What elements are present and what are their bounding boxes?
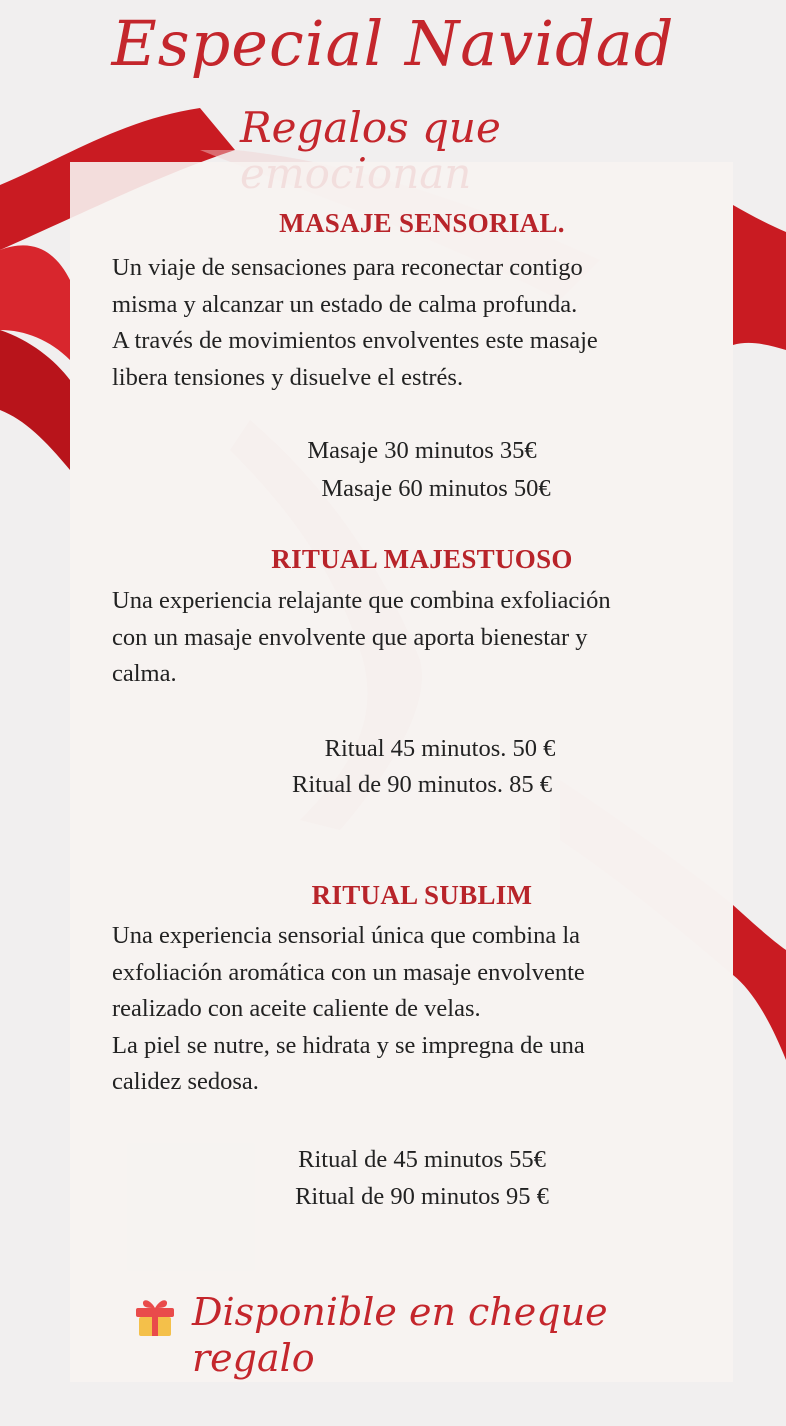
page-title: Especial Navidad	[111, 7, 675, 80]
section-description-ritual-majestuoso: Una experiencia relajante que combina exfoliación con un masaje envolvente que aporta bienestar y calma.	[112, 587, 611, 687]
page-subtitle: Regalos que	[240, 103, 501, 152]
gift-icon	[132, 1292, 178, 1338]
section-description-ritual-sublim: Una experiencia sensorial única que combina la exfoliación aromática con un masaje envolvente realizado con aceite caliente de velas. La piel se nutre, se hidrata y se impregna de una calidez sedosa.	[112, 922, 585, 1095]
section-title-ritual-majestuoso: RITUAL MAJESTUOSO	[271, 544, 573, 574]
section-description-masaje-sensorial: Un viaje de sensaciones para reconectar contigo misma y alcanzar un estado de calma profunda. A través de movimientos envolventes este masaje libera tensiones y disuelve el estrés.	[112, 254, 598, 391]
price-line: Ritual de 90 minutos 95 €	[295, 1183, 549, 1210]
gift-voucher-note: Disponible en cheque regalo	[192, 1290, 608, 1380]
price-line: Masaje 30 minutos 35€	[307, 437, 537, 464]
price-line: Ritual 45 minutos. 50 €	[324, 735, 556, 762]
ribbon-left-tail	[0, 330, 70, 470]
section-title-masaje-sensorial: MASAJE SENSORIAL.	[279, 208, 565, 238]
price-line: Ritual de 90 minutos. 85 €	[292, 771, 552, 798]
price-line: Masaje 60 minutos 50€	[321, 475, 551, 502]
section-title-ritual-sublim: RITUAL SUBLIM	[311, 880, 533, 910]
price-line: Ritual de 45 minutos 55€	[298, 1146, 546, 1173]
